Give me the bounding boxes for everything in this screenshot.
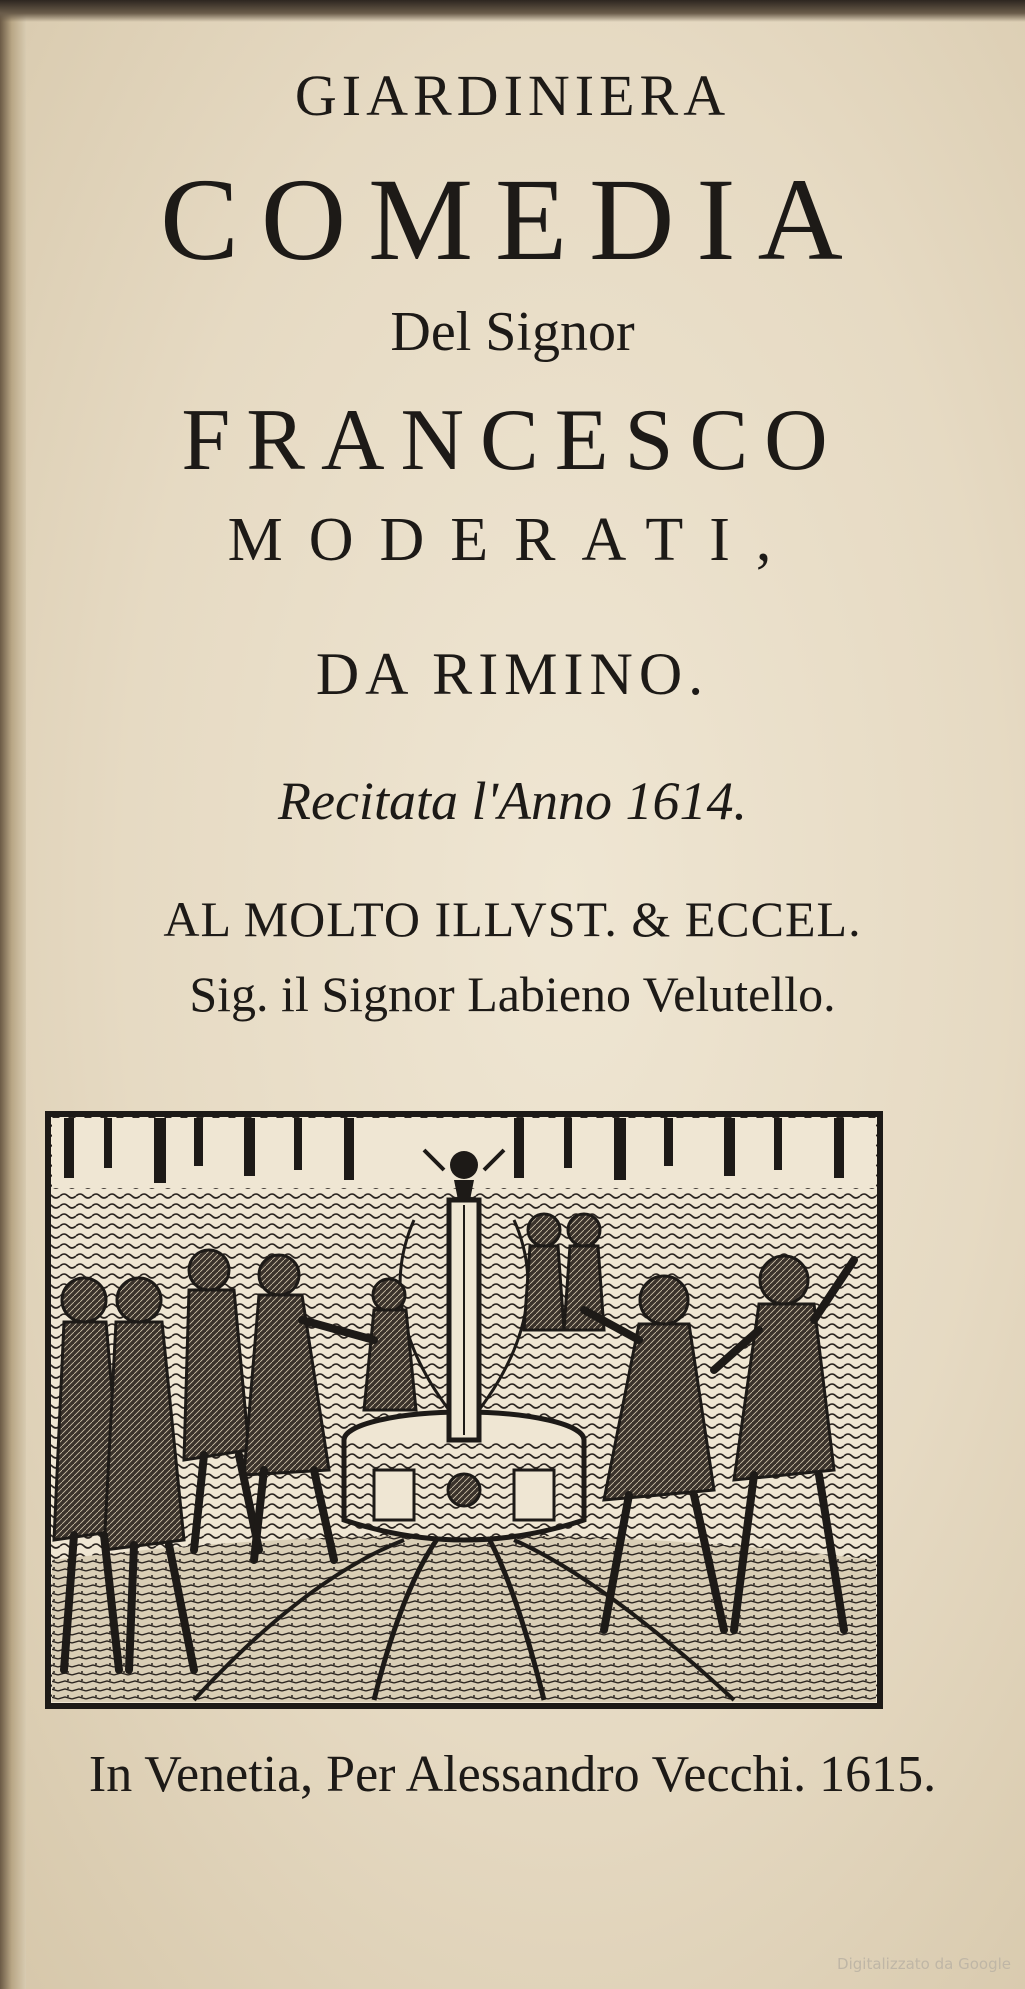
woodcut-fountain-dancers-icon — [44, 1110, 884, 1710]
imprint: In Venetia, Per Alessandro Vecchi. 1615. — [88, 1746, 937, 1803]
author-origin: DA RIMINO. — [315, 641, 710, 707]
performance-date: Recitata l'Anno 1614. — [278, 771, 747, 831]
author-first-name: FRANCESCO — [181, 392, 844, 489]
dedication-line-1: AL MOLTO ILLVST. & ECCEL. — [163, 891, 862, 947]
title-line-giardiniera: GIARDINIERA — [294, 63, 731, 128]
author-last-name: MODERATI, — [227, 506, 798, 574]
dedication-line-2: Sig. il Signor Labieno Velutello. — [189, 966, 836, 1022]
digitization-watermark: Digitalizzato da Google — [837, 1955, 1011, 1973]
page-top-edge — [0, 0, 1025, 22]
title-line-comedia: COMEDIA — [160, 154, 865, 285]
title-line-del-signor: Del Signor — [390, 301, 635, 363]
